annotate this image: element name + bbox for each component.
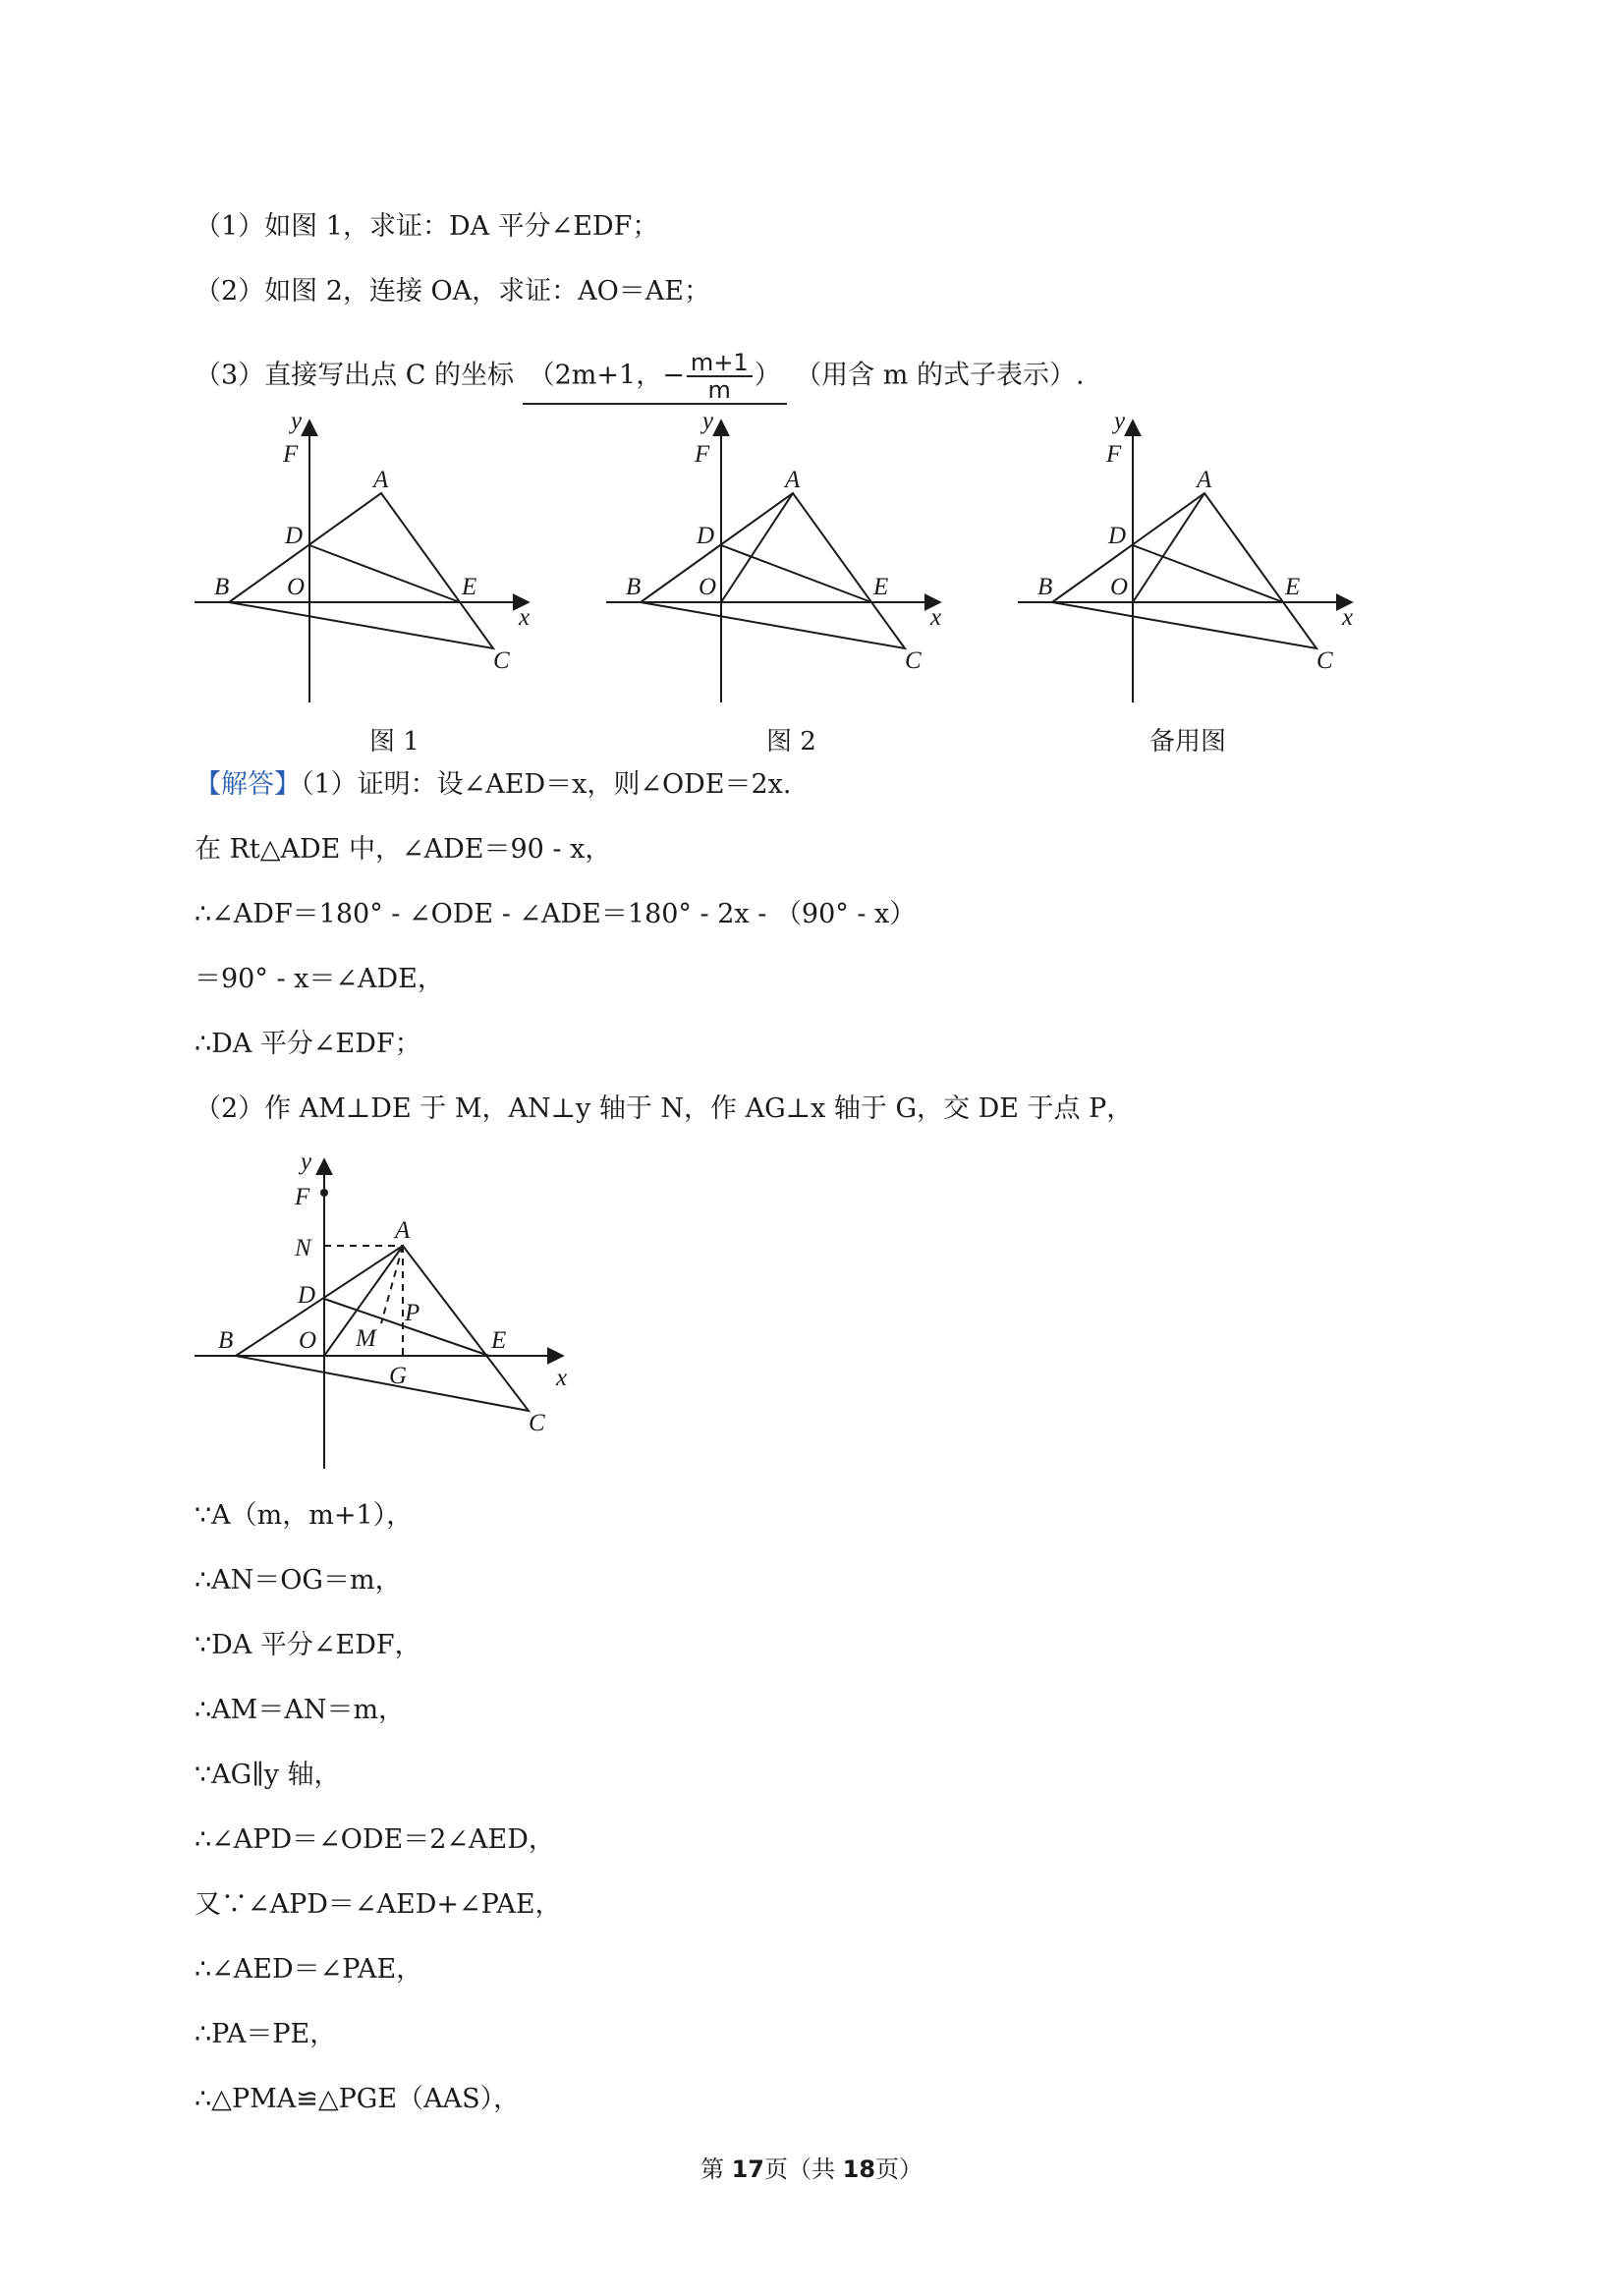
answer-blank: （2m+1，− $\frac{m+1}{m}$ ）	[523, 350, 787, 405]
figure-1-caption: 图 1	[369, 727, 420, 756]
svg-text:C: C	[493, 647, 510, 674]
svg-text:C: C	[529, 1410, 545, 1436]
svg-text:B: B	[626, 574, 642, 600]
svg-text:A: A	[395, 1217, 411, 1244]
svg-text:x: x	[556, 1365, 568, 1391]
svg-text:F: F	[695, 441, 710, 468]
solution-line-13: 又∵∠APD＝∠AED+∠PAE，	[195, 1889, 562, 1920]
svg-text:D: D	[285, 523, 304, 549]
figure-2	[606, 408, 941, 702]
svg-text:x: x	[1342, 604, 1354, 631]
figures-svg	[0, 0, 1623, 747]
svg-text:A: A	[1197, 467, 1212, 493]
solution-line-11: ∵AG∥y 轴，	[195, 1760, 341, 1790]
figure-2-caption: 图 2	[766, 727, 816, 756]
svg-text:P: P	[405, 1300, 420, 1326]
solution-line-14: ∴∠AED＝∠PAE，	[195, 1954, 423, 1985]
question-2: （2）如图 2，连接 OA，求证：AO＝AE；	[195, 276, 710, 307]
svg-text:A: A	[785, 467, 801, 493]
solution-line-4: ＝90° - x＝∠ADE，	[195, 964, 444, 994]
solution-line-12: ∴∠APD＝∠ODE＝2∠AED，	[195, 1824, 555, 1855]
svg-text:x: x	[519, 604, 531, 631]
svg-text:B: B	[214, 574, 230, 600]
svg-text:B: B	[218, 1327, 234, 1354]
svg-text:O: O	[299, 1327, 317, 1354]
svg-text:y: y	[702, 408, 714, 434]
figure-3-caption: 备用图	[1149, 727, 1227, 756]
question-3: （3）直接写出点 C 的坐标 （2m+1，− $\frac{m+1}{m}$ ） （用含 m 的式子表示）.	[195, 349, 1085, 404]
svg-text:O: O	[1110, 574, 1129, 600]
svg-text:E: E	[462, 574, 477, 600]
svg-text:C: C	[905, 647, 922, 674]
svg-text:D: D	[1108, 523, 1127, 549]
svg-text:B: B	[1037, 574, 1053, 600]
solution-line-15: ∴PA＝PE，	[195, 2019, 337, 2049]
svg-text:E: E	[1285, 574, 1301, 600]
solution-line-16: ∴△PMA≌△PGE（AAS），	[195, 2084, 521, 2114]
svg-text:G: G	[389, 1363, 408, 1389]
svg-text:x: x	[930, 604, 942, 631]
total-pages: 18	[842, 2156, 876, 2183]
svg-text:y: y	[291, 408, 303, 434]
solution-tag: 【解答】	[195, 769, 301, 800]
page-footer: 第 17页（共 18页）	[700, 2156, 923, 2183]
question-1: （1）如图 1，求证：DA 平分∠EDF；	[195, 211, 659, 242]
figure-3	[1018, 408, 1353, 702]
svg-text:E: E	[491, 1327, 507, 1354]
svg-text:N: N	[295, 1235, 311, 1261]
svg-text:F: F	[283, 441, 299, 468]
figure-1	[195, 408, 530, 702]
solution-line-3: ∴∠ADF＝180° - ∠ODE - ∠ADE＝180° - 2x - （90° - x）	[195, 899, 917, 929]
current-page: 17	[731, 2156, 764, 2183]
svg-text:F: F	[295, 1184, 310, 1210]
svg-text:E: E	[873, 574, 889, 600]
answer-fraction: $\frac{m+1}{m}$	[687, 350, 753, 403]
svg-text:O: O	[699, 574, 717, 600]
svg-text:D: D	[697, 523, 715, 549]
solution-line-2: 在 Rt△ADE 中，∠ADE＝90 - x，	[195, 834, 612, 865]
solution-line-9: ∵DA 平分∠EDF，	[195, 1630, 421, 1660]
solution-line-8: ∴AN＝OG＝m，	[195, 1565, 402, 1596]
svg-text:y: y	[301, 1148, 312, 1175]
solution-line-10: ∴AM＝AN＝m，	[195, 1695, 406, 1725]
solution-line-5: ∴DA 平分∠EDF；	[195, 1029, 421, 1059]
svg-text:M: M	[356, 1325, 376, 1352]
svg-text:y: y	[1114, 408, 1126, 434]
solution-line-1: 【解答】（1）证明：设∠AED＝x，则∠ODE＝2x.	[195, 769, 792, 800]
solution-line-6: （2）作 AM⊥DE 于 M，AN⊥y 轴于 N，作 AG⊥x 轴于 G，交 DE 于点 P，	[195, 1093, 1134, 1124]
svg-text:D: D	[298, 1282, 316, 1309]
svg-text:C: C	[1316, 647, 1333, 674]
svg-text:O: O	[287, 574, 306, 600]
solution-figure	[0, 1130, 629, 1484]
solution-line-7: ∵A（m，m+1），	[195, 1500, 414, 1531]
svg-text:A: A	[373, 467, 389, 493]
svg-text:F: F	[1106, 441, 1122, 468]
